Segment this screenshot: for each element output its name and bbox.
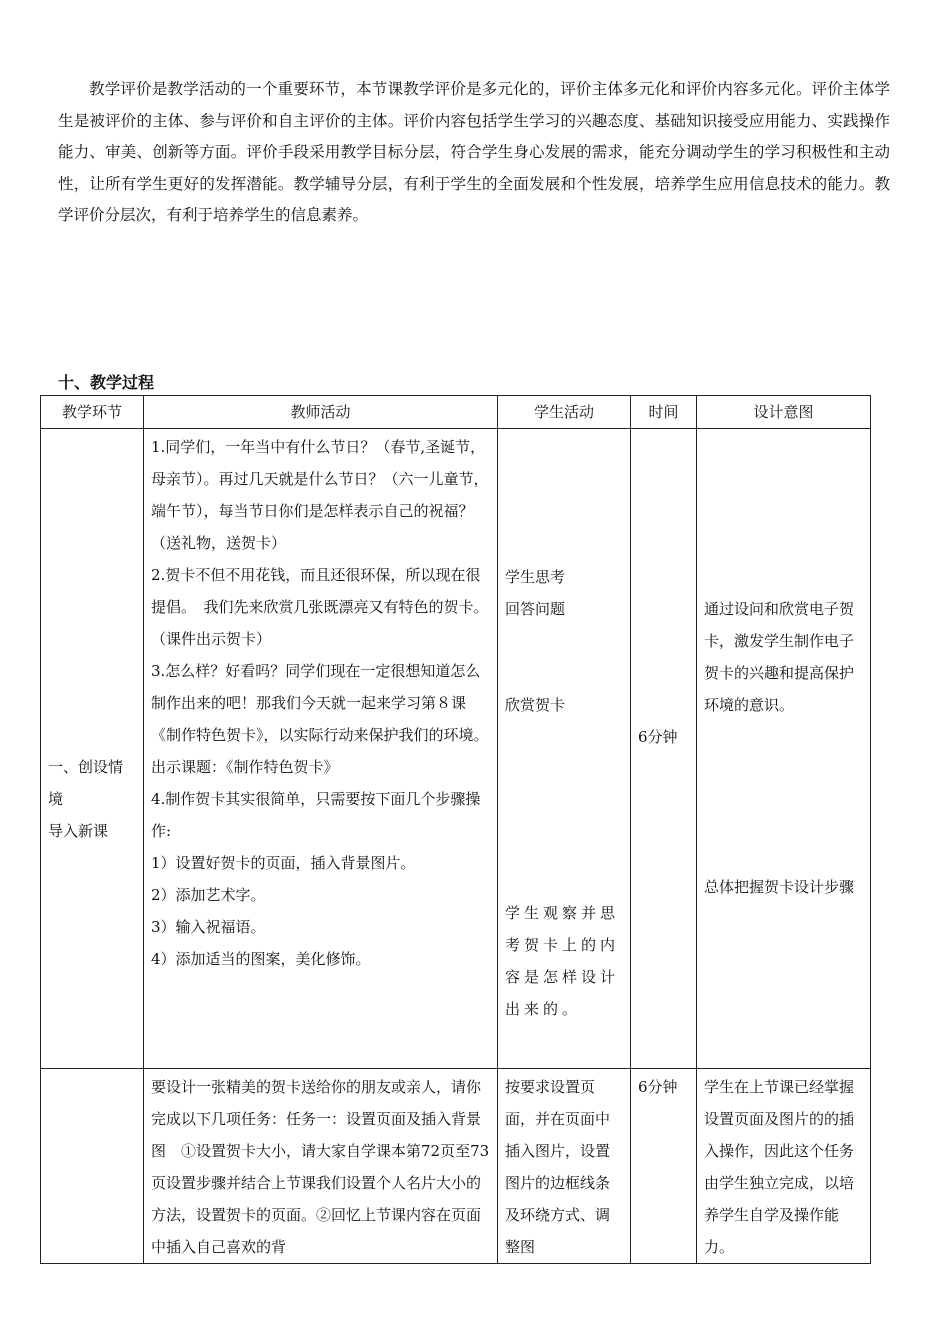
design-intent-cell <box>697 429 871 1069</box>
teacher-activity-cell <box>144 1069 498 1264</box>
header-stage: 教学环节 <box>41 396 144 429</box>
teacher-substep-4: 4）添加适当的图案，美化修饰。 <box>151 950 371 968</box>
time-value: 6分钟 <box>638 1078 678 1096</box>
design-intent-cell <box>697 1069 871 1264</box>
header-teacher-activity: 教师活动 <box>144 396 498 429</box>
design-intent-2: 总体把握贺卡设计步骤 <box>704 878 855 896</box>
teacher-step-3: 3.怎么样？好看吗？同学们现在一定很想知道怎么制作出来的吧！那我们今天就一起来学习第８课《制作特色贺卡》，以实际行动来保护我们的环境。出示课题：《制作特色贺卡》 <box>151 662 489 776</box>
student-activity-3: 学生观察并思考贺卡上的内容是怎样设计出来的。 <box>505 904 620 1018</box>
time-cell <box>631 429 697 1069</box>
student-activity-cell <box>498 1069 631 1264</box>
student-activity-2: 欣赏贺卡 <box>505 696 566 714</box>
teacher-substep-2: 2）添加艺术字。 <box>151 886 266 904</box>
teacher-step-2: 2.贺卡不但不用花钱，而且还很环保，所以现在很提倡。 我们先来欣赏几张既漂亮又有特色的贺卡。（课件出示贺卡） <box>151 566 489 648</box>
teacher-substep-3: 3）输入祝福语。 <box>151 918 266 936</box>
design-intent-1: 通过设问和欣赏电子贺卡，激发学生制作电子贺卡的兴趣和提高保护环境的意识。 <box>704 600 855 714</box>
student-activity-cell <box>498 429 631 1069</box>
teacher-step-4: 4.制作贺卡其实很简单，只需要按下面几个步骤操作: <box>151 790 481 840</box>
table-row <box>41 429 871 1069</box>
stage-cell <box>41 1069 144 1264</box>
stage-text: 一、创设情境 导入新课 <box>48 758 124 840</box>
student-task-text: 按要求设置页面，并在页面中插入图片，设置图片的边框线条及环绕方式、调整图 <box>505 1078 611 1256</box>
header-student-activity: 学生活动 <box>498 396 631 429</box>
student-activity-1: 学生思考 回答问题 <box>505 568 566 618</box>
teaching-process-table <box>40 395 871 1264</box>
teacher-substep-1: 1）设置好贺卡的页面，插入背景图片。 <box>151 854 416 872</box>
time-value: 6分钟 <box>638 728 678 746</box>
teacher-step-1: 1.同学们，一年当中有什么节日？（春节,圣诞节，母亲节）。再过几天就是什么节日？（六一儿童节，端午节），每当节日你们是怎样表示自己的祝福？（送礼物，送贺卡） <box>151 438 489 552</box>
section-title: 十、教学过程 <box>58 373 155 392</box>
time-cell <box>631 1069 697 1264</box>
header-design-intent: 设计意图 <box>697 396 871 429</box>
design-intent-text: 学生在上节课已经掌握设置页面及图片的的插入操作，因此这个任务由学生独立完成，以培养学生自学及操作能力。 <box>704 1078 855 1256</box>
stage-cell <box>41 429 144 1069</box>
header-time: 时间 <box>631 396 697 429</box>
table-header-row <box>41 396 871 429</box>
teacher-task-text: 要设计一张精美的贺卡送给你的朋友或亲人，请你完成以下几项任务：任务一：设置页面及插入背景图 ①设置贺卡大小，请大家自学课本第72页至73页设置步骤并结合上节课我们设置个人名片大小的方法，设置贺卡的页面。②回忆上节课内容在页面中插入自己喜欢的背 <box>151 1078 490 1256</box>
teacher-activity-cell <box>144 429 498 1069</box>
table-row <box>41 1069 871 1264</box>
intro-text: 教学评价是教学活动的一个重要环节，本节课教学评价是多元化的，评价主体多元化和评价内容多元化。评价主体学生是被评价的主体、参与评价和自主评价的主体。评价内容包括学生学习的兴趣态度、基础知识接受应用能力、实践操作能力、审美、创新等方面。评价手段采用教学目标分层，符合学生身心发展的需求，能充分调动学生的学习积极性和主动性，让所有学生更好的发挥潜能。教学辅导分层，有利于学生的全面发展和个性发展，培养学生应用信息技术的能力。教学评价分层次，有利于培养学生的信息素养。 <box>58 80 890 224</box>
evaluation-paragraph <box>58 74 890 232</box>
